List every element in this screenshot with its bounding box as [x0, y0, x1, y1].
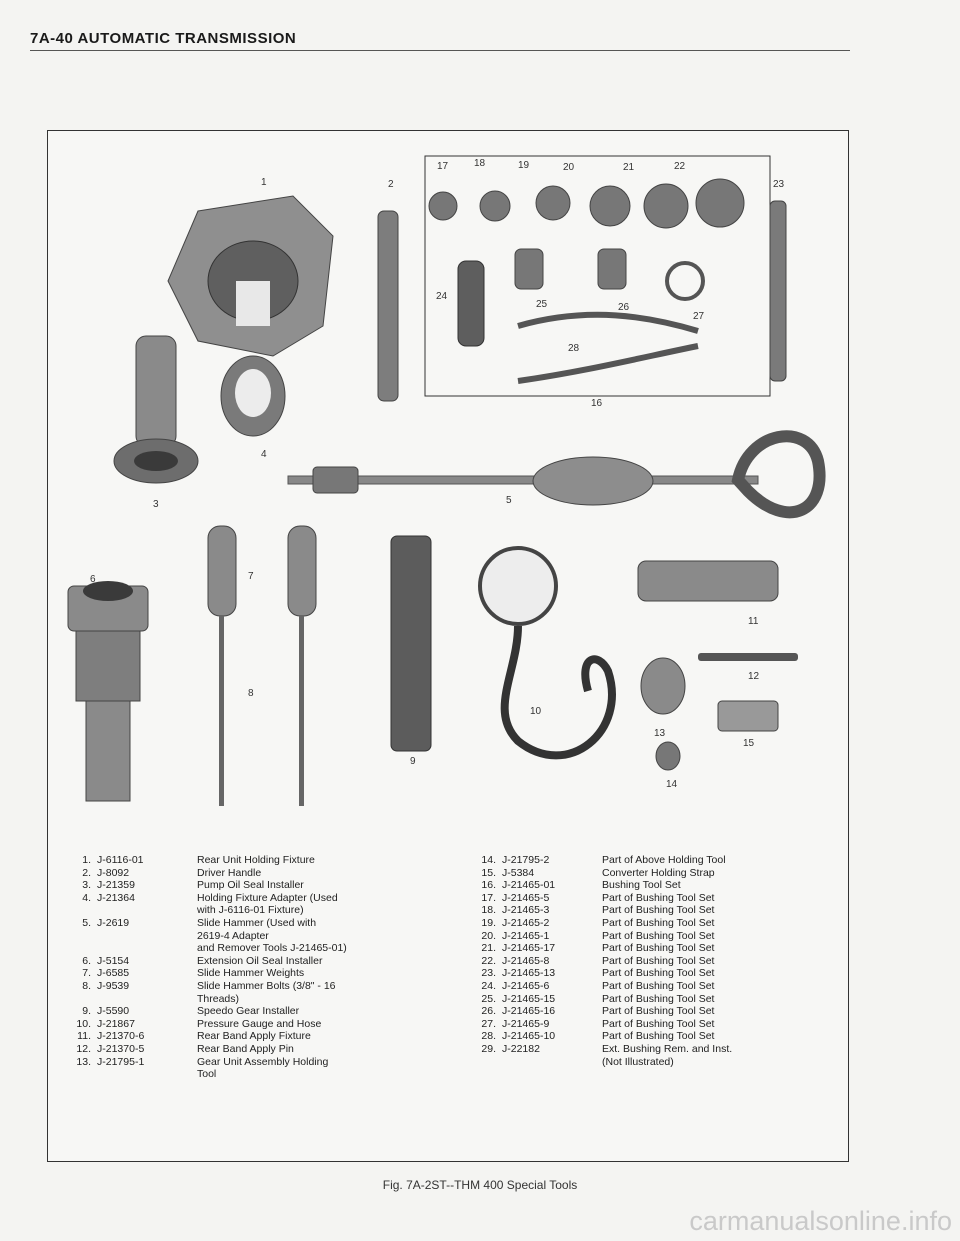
legend-row: 14. J-21795-2 Part of Above Holding Tool	[481, 854, 726, 866]
legend-row: 16. J-21465-01 Bushing Tool Set	[481, 879, 681, 892]
callout-27: 27	[693, 311, 705, 322]
tool-24-bushing-tube	[458, 261, 484, 346]
tool-11-band-fixture	[638, 561, 778, 601]
legend-row: 13. J-21795-1 Gear Unit Assembly Holding	[76, 1055, 329, 1068]
tool-12-apply-pin	[698, 653, 798, 661]
legend-row: 24. J-21465-6 Part of Bushing Tool Set	[481, 979, 715, 992]
legend-row: 25. J-21465-15 Part of Bushing Tool Set	[481, 992, 715, 1005]
callout-19: 19	[518, 160, 530, 171]
legend-row: Threads)	[197, 992, 240, 1005]
callout-25: 25	[536, 299, 548, 310]
legend-row: 17. J-21465-5 Part of Bushing Tool Set	[481, 891, 715, 904]
callout-6: 6	[90, 574, 96, 585]
legend-row: 6. J-5154 Extension Oil Seal Installer	[82, 954, 323, 967]
legend-row: Tool	[197, 1068, 217, 1081]
legend-row: 7. J-6585 Slide Hammer Weights	[82, 967, 305, 980]
callout-8: 8	[248, 688, 254, 699]
figure-frame	[47, 130, 849, 1162]
callout-28: 28	[568, 343, 580, 354]
callout-14: 14	[666, 779, 678, 790]
tool-6-extension-installer	[68, 581, 148, 801]
legend-row: 10. J-21867 Pressure Gauge and Hose	[76, 1017, 322, 1030]
tool-2-driver-handle	[378, 211, 398, 401]
legend-row: 19. J-21465-2 Part of Bushing Tool Set	[481, 916, 715, 929]
callout-23: 23	[773, 179, 785, 190]
legend-row: 2. J-8092 Driver Handle	[82, 866, 262, 879]
legend-left-column	[73, 854, 453, 1081]
legend-row: 5. J-2619 Slide Hammer (Used with	[82, 916, 317, 929]
tool-10-pressure-gauge	[480, 548, 612, 755]
callout-17: 17	[437, 161, 449, 172]
legend-row: with J-6116-01 Fixture)	[197, 904, 304, 917]
callout-15: 15	[743, 738, 755, 749]
legend-row: 11. J-21370-6 Rear Band Apply Fixture	[77, 1030, 311, 1043]
callout-22: 22	[674, 161, 686, 172]
legend-row: 20. J-21465-1 Part of Bushing Tool Set	[481, 929, 715, 942]
legend-row: (Not Illustrated)	[602, 1055, 674, 1068]
callout-21: 21	[623, 162, 635, 173]
bushing-tools-17-22	[429, 179, 744, 228]
legend-row: and Remover Tools J-21465-01)	[197, 942, 347, 955]
callout-3: 3	[153, 499, 159, 510]
callout-26: 26	[618, 302, 630, 313]
tool-9-speedo-installer	[391, 536, 431, 751]
legend-row: 1. J-6116-01 Rear Unit Holding Fixture	[82, 854, 315, 866]
legend-row: 3. J-21359 Pump Oil Seal Installer	[82, 879, 304, 892]
callout-7: 7	[248, 571, 254, 582]
legend-row: 8. J-9539 Slide Hammer Bolts (3/8" - 16	[82, 979, 336, 992]
legend-row: 28. J-21465-10 Part of Bushing Tool Set	[481, 1030, 715, 1043]
legend-row: 4. J-21364 Holding Fixture Adapter (Used	[82, 891, 338, 904]
header-rule	[30, 50, 850, 51]
callout-2: 2	[388, 179, 394, 190]
callout-1: 1	[261, 177, 267, 188]
legend-row: 27. J-21465-9 Part of Bushing Tool Set	[481, 1017, 715, 1030]
legend-right-column	[478, 854, 838, 1068]
figure-caption: Fig. 7A-2ST--THM 400 Special Tools	[382, 1178, 578, 1192]
tool-5-slide-hammer	[288, 436, 820, 512]
callout-5: 5	[506, 495, 512, 506]
tool-14-holding-tool	[656, 742, 680, 770]
tools-illustration	[48, 131, 848, 821]
callout-20: 20	[563, 162, 575, 173]
tool-27-ring	[667, 263, 703, 299]
legend-row: 2619-4 Adapter	[197, 929, 269, 942]
callout-4: 4	[261, 449, 267, 460]
tool-25	[515, 249, 543, 289]
legend-row: 18. J-21465-3 Part of Bushing Tool Set	[481, 904, 715, 917]
legend-row: 12. J-21370-5 Rear Band Apply Pin	[76, 1042, 294, 1055]
tool-13-holding-tool	[641, 658, 685, 714]
callout-12: 12	[748, 671, 760, 682]
watermark: carmanualsonline.info	[689, 1206, 952, 1236]
legend-row: 29. J-22182 Ext. Bushing Rem. and Inst.	[481, 1042, 733, 1055]
callout-24: 24	[436, 291, 448, 302]
callout-16: 16	[591, 398, 603, 409]
legend-row: 9. J-5590 Speedo Gear Installer	[82, 1005, 300, 1018]
callout-9: 9	[410, 756, 416, 767]
tool-28-pliers	[518, 315, 698, 381]
tool-4-fixture-adapter	[221, 356, 285, 436]
legend-row: 23. J-21465-13 Part of Bushing Tool Set	[481, 967, 715, 980]
tool-3-seal-installer	[114, 336, 198, 483]
callout-18: 18	[474, 158, 486, 169]
tool-23-bushing-rod	[770, 201, 786, 381]
callout-13: 13	[654, 728, 666, 739]
tool-15-converter-strap	[718, 701, 778, 731]
legend-row: 22. J-21465-8 Part of Bushing Tool Set	[481, 954, 715, 967]
tool-7-8-weights-bolts	[208, 526, 316, 806]
legend-row: 15. J-5384 Converter Holding Strap	[481, 866, 715, 879]
page-header: 7A-40 AUTOMATIC TRANSMISSION	[30, 30, 297, 47]
legend-row: 26. J-21465-16 Part of Bushing Tool Set	[481, 1005, 715, 1018]
callout-10: 10	[530, 706, 542, 717]
legend-row: 21. J-21465-17 Part of Bushing Tool Set	[481, 942, 715, 955]
callout-11: 11	[748, 616, 759, 627]
tool-26	[598, 249, 626, 289]
